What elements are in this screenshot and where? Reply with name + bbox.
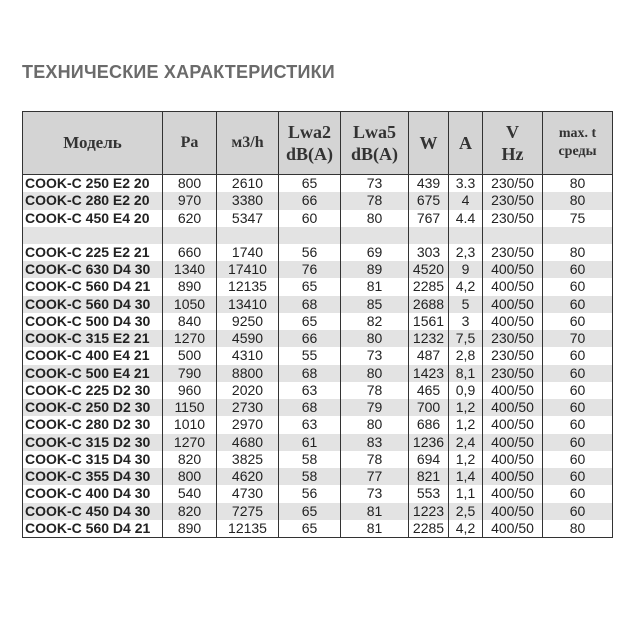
cell-a: 3 — [449, 313, 483, 330]
cell-w: 465 — [409, 382, 449, 399]
cell-flow: 2020 — [217, 382, 279, 399]
cell-w: 686 — [409, 416, 449, 433]
cell-pa: 1050 — [163, 296, 217, 313]
table-row — [23, 520, 613, 538]
cell-lwa5: 73 — [341, 175, 409, 193]
cell-a: 4.4 — [449, 210, 483, 227]
spacer-cell — [217, 227, 279, 244]
cell-model: COOK-C 630 D4 30 — [23, 261, 163, 278]
cell-flow: 5347 — [217, 210, 279, 227]
table-row — [23, 416, 613, 433]
cell-voltage: 230/50 — [483, 244, 543, 261]
cell-a: 8,1 — [449, 365, 483, 382]
spacer-cell — [163, 227, 217, 244]
cell-a: 2,5 — [449, 503, 483, 520]
cell-a: 1,2 — [449, 399, 483, 416]
cell-max-temp: 60 — [543, 399, 613, 416]
cell-model: COOK-C 400 E4 21 — [23, 347, 163, 364]
cell-pa: 890 — [163, 520, 217, 538]
cell-lwa2: 56 — [279, 485, 341, 502]
table-row — [23, 382, 613, 399]
cell-w: 675 — [409, 192, 449, 209]
cell-model: COOK-C 500 D4 30 — [23, 313, 163, 330]
cell-a: 4,2 — [449, 278, 483, 295]
cell-max-temp: 60 — [543, 296, 613, 313]
cell-max-temp: 60 — [543, 313, 613, 330]
cell-max-temp: 60 — [543, 365, 613, 382]
cell-max-temp: 60 — [543, 416, 613, 433]
header-a: A — [449, 112, 483, 175]
header-lwa2-name: Lwa2 — [287, 122, 331, 142]
spacer-cell — [409, 227, 449, 244]
cell-w: 439 — [409, 175, 449, 193]
table-spacer-row — [23, 227, 613, 244]
spacer-cell — [279, 227, 341, 244]
cell-lwa2: 63 — [279, 382, 341, 399]
cell-model: COOK-C 500 E4 21 — [23, 365, 163, 382]
cell-model: COOK-C 250 E2 20 — [23, 175, 163, 193]
cell-max-temp: 60 — [543, 261, 613, 278]
table-row — [23, 485, 613, 502]
cell-voltage: 400/50 — [483, 261, 543, 278]
cell-lwa5: 78 — [341, 451, 409, 468]
cell-lwa2: 68 — [279, 296, 341, 313]
table-body — [23, 175, 613, 538]
cell-a: 3.3 — [449, 175, 483, 193]
cell-lwa2: 65 — [279, 175, 341, 193]
table-header — [23, 112, 613, 175]
cell-voltage: 230/50 — [483, 192, 543, 209]
cell-voltage: 230/50 — [483, 347, 543, 364]
cell-voltage: 400/50 — [483, 520, 543, 538]
cell-max-temp: 70 — [543, 330, 613, 347]
cell-w: 1423 — [409, 365, 449, 382]
cell-model: COOK-C 560 D4 30 — [23, 296, 163, 313]
cell-pa: 1270 — [163, 330, 217, 347]
cell-a: 9 — [449, 261, 483, 278]
cell-model: COOK-C 355 D4 30 — [23, 468, 163, 485]
table-row — [23, 399, 613, 416]
cell-lwa2: 55 — [279, 347, 341, 364]
cell-lwa5: 78 — [341, 382, 409, 399]
cell-lwa2: 65 — [279, 278, 341, 295]
cell-w: 1223 — [409, 503, 449, 520]
cell-pa: 660 — [163, 244, 217, 261]
cell-flow: 1740 — [217, 244, 279, 261]
cell-w: 1232 — [409, 330, 449, 347]
cell-max-temp: 60 — [543, 468, 613, 485]
header-max-temp-unit: среды — [558, 144, 597, 159]
cell-lwa2: 68 — [279, 365, 341, 382]
cell-w: 694 — [409, 451, 449, 468]
cell-a: 1,2 — [449, 416, 483, 433]
cell-lwa2: 65 — [279, 520, 341, 538]
header-lwa2 — [279, 112, 341, 175]
cell-lwa5: 80 — [341, 210, 409, 227]
cell-lwa2: 63 — [279, 416, 341, 433]
cell-w: 553 — [409, 485, 449, 502]
cell-lwa5: 79 — [341, 399, 409, 416]
cell-pa: 1150 — [163, 399, 217, 416]
cell-pa: 540 — [163, 485, 217, 502]
table-row — [23, 347, 613, 364]
spacer-cell — [341, 227, 409, 244]
cell-flow: 3825 — [217, 451, 279, 468]
cell-voltage: 400/50 — [483, 382, 543, 399]
cell-flow: 2730 — [217, 399, 279, 416]
cell-a: 4,2 — [449, 520, 483, 538]
cell-lwa5: 85 — [341, 296, 409, 313]
cell-w: 2285 — [409, 278, 449, 295]
cell-model: COOK-C 225 E2 21 — [23, 244, 163, 261]
cell-w: 1236 — [409, 434, 449, 451]
table-row — [23, 244, 613, 261]
cell-a: 0,9 — [449, 382, 483, 399]
cell-max-temp: 80 — [543, 520, 613, 538]
cell-voltage: 400/50 — [483, 313, 543, 330]
cell-w: 487 — [409, 347, 449, 364]
page-title: ТЕХНИЧЕСКИЕ ХАРАКТЕРИСТИКИ — [22, 62, 335, 82]
cell-flow: 12135 — [217, 278, 279, 295]
header-max-temp — [543, 112, 613, 175]
cell-model: COOK-C 225 D2 30 — [23, 382, 163, 399]
table-row — [23, 503, 613, 520]
cell-lwa5: 78 — [341, 192, 409, 209]
cell-pa: 840 — [163, 313, 217, 330]
cell-pa: 820 — [163, 451, 217, 468]
cell-flow: 2970 — [217, 416, 279, 433]
cell-w: 2285 — [409, 520, 449, 538]
cell-flow: 2610 — [217, 175, 279, 193]
header-voltage-name: V — [506, 122, 519, 142]
cell-model: COOK-C 280 E2 20 — [23, 192, 163, 209]
cell-lwa2: 66 — [279, 330, 341, 347]
cell-w: 700 — [409, 399, 449, 416]
cell-lwa2: 65 — [279, 503, 341, 520]
cell-a: 2,4 — [449, 434, 483, 451]
header-lwa5-unit: dB(A) — [350, 144, 398, 164]
cell-max-temp: 60 — [543, 278, 613, 295]
cell-model: COOK-C 560 D4 21 — [23, 278, 163, 295]
table-row — [23, 330, 613, 347]
cell-voltage: 400/50 — [483, 434, 543, 451]
cell-lwa5: 82 — [341, 313, 409, 330]
cell-voltage: 400/50 — [483, 451, 543, 468]
cell-max-temp: 75 — [543, 210, 613, 227]
cell-max-temp: 80 — [543, 244, 613, 261]
cell-max-temp: 60 — [543, 382, 613, 399]
cell-a: 2,8 — [449, 347, 483, 364]
cell-pa: 620 — [163, 210, 217, 227]
cell-voltage: 400/50 — [483, 399, 543, 416]
cell-flow: 9250 — [217, 313, 279, 330]
table-row — [23, 210, 613, 227]
table-row — [23, 451, 613, 468]
cell-a: 4 — [449, 192, 483, 209]
table-row — [23, 313, 613, 330]
cell-flow: 4310 — [217, 347, 279, 364]
cell-lwa2: 66 — [279, 192, 341, 209]
cell-model: COOK-C 315 D2 30 — [23, 434, 163, 451]
cell-lwa5: 73 — [341, 485, 409, 502]
cell-a: 5 — [449, 296, 483, 313]
header-lwa2-unit: dB(A) — [285, 144, 333, 164]
cell-lwa5: 81 — [341, 503, 409, 520]
cell-model: COOK-C 450 D4 30 — [23, 503, 163, 520]
cell-lwa2: 76 — [279, 261, 341, 278]
cell-lwa5: 81 — [341, 278, 409, 295]
cell-pa: 790 — [163, 365, 217, 382]
cell-lwa5: 80 — [341, 365, 409, 382]
cell-lwa5: 77 — [341, 468, 409, 485]
cell-voltage: 400/50 — [483, 278, 543, 295]
cell-max-temp: 60 — [543, 347, 613, 364]
cell-pa: 1270 — [163, 434, 217, 451]
cell-flow: 4620 — [217, 468, 279, 485]
cell-max-temp: 60 — [543, 485, 613, 502]
cell-lwa5: 81 — [341, 520, 409, 538]
cell-voltage: 230/50 — [483, 365, 543, 382]
cell-w: 303 — [409, 244, 449, 261]
cell-max-temp: 60 — [543, 503, 613, 520]
header-max-temp-name: max. t — [558, 126, 597, 141]
cell-lwa5: 80 — [341, 330, 409, 347]
cell-model: COOK-C 280 D2 30 — [23, 416, 163, 433]
cell-flow: 7275 — [217, 503, 279, 520]
cell-pa: 1340 — [163, 261, 217, 278]
cell-lwa5: 89 — [341, 261, 409, 278]
cell-a: 1,2 — [449, 451, 483, 468]
cell-flow: 4730 — [217, 485, 279, 502]
cell-pa: 890 — [163, 278, 217, 295]
header-lwa5 — [341, 112, 409, 175]
cell-pa: 820 — [163, 503, 217, 520]
cell-max-temp: 60 — [543, 451, 613, 468]
cell-voltage: 230/50 — [483, 330, 543, 347]
cell-model: COOK-C 450 E4 20 — [23, 210, 163, 227]
cell-voltage: 230/50 — [483, 210, 543, 227]
cell-max-temp: 60 — [543, 434, 613, 451]
cell-lwa2: 56 — [279, 244, 341, 261]
header-voltage — [483, 112, 543, 175]
table-row — [23, 365, 613, 382]
table-row — [23, 261, 613, 278]
cell-w: 2688 — [409, 296, 449, 313]
cell-w: 1561 — [409, 313, 449, 330]
table-row — [23, 296, 613, 313]
cell-flow: 3380 — [217, 192, 279, 209]
header-flow: м3/h — [217, 112, 279, 175]
cell-pa: 500 — [163, 347, 217, 364]
header-pa: Pa — [163, 112, 217, 175]
cell-flow: 4590 — [217, 330, 279, 347]
cell-voltage: 230/50 — [483, 175, 543, 193]
table-row — [23, 434, 613, 451]
cell-lwa5: 80 — [341, 416, 409, 433]
cell-max-temp: 80 — [543, 175, 613, 193]
spacer-cell — [23, 227, 163, 244]
table-row — [23, 468, 613, 485]
cell-w: 4520 — [409, 261, 449, 278]
cell-max-temp: 80 — [543, 192, 613, 209]
header-w: W — [409, 112, 449, 175]
cell-flow: 4680 — [217, 434, 279, 451]
cell-lwa5: 73 — [341, 347, 409, 364]
cell-lwa5: 83 — [341, 434, 409, 451]
cell-a: 1,4 — [449, 468, 483, 485]
cell-lwa2: 65 — [279, 313, 341, 330]
cell-a: 1,1 — [449, 485, 483, 502]
cell-lwa5: 69 — [341, 244, 409, 261]
cell-w: 821 — [409, 468, 449, 485]
cell-model: COOK-C 400 D4 30 — [23, 485, 163, 502]
cell-lwa2: 58 — [279, 451, 341, 468]
cell-voltage: 400/50 — [483, 485, 543, 502]
cell-pa: 970 — [163, 192, 217, 209]
cell-voltage: 400/50 — [483, 296, 543, 313]
cell-model: COOK-C 315 D4 30 — [23, 451, 163, 468]
spec-table — [22, 111, 613, 538]
header-voltage-unit: Hz — [501, 144, 524, 164]
cell-voltage: 400/50 — [483, 468, 543, 485]
cell-lwa2: 68 — [279, 399, 341, 416]
cell-voltage: 400/50 — [483, 503, 543, 520]
cell-model: COOK-C 560 D4 21 — [23, 520, 163, 538]
cell-flow: 13410 — [217, 296, 279, 313]
cell-a: 7,5 — [449, 330, 483, 347]
cell-lwa2: 58 — [279, 468, 341, 485]
cell-model: COOK-C 315 E2 21 — [23, 330, 163, 347]
spacer-cell — [483, 227, 543, 244]
cell-flow: 17410 — [217, 261, 279, 278]
cell-pa: 960 — [163, 382, 217, 399]
cell-flow: 12135 — [217, 520, 279, 538]
spacer-cell — [449, 227, 483, 244]
header-lwa5-name: Lwa5 — [352, 122, 396, 142]
cell-lwa2: 61 — [279, 434, 341, 451]
cell-model: COOK-C 250 D2 30 — [23, 399, 163, 416]
table-row — [23, 175, 613, 193]
cell-voltage: 400/50 — [483, 416, 543, 433]
cell-pa: 1010 — [163, 416, 217, 433]
table-row — [23, 192, 613, 209]
cell-pa: 800 — [163, 175, 217, 193]
cell-w: 767 — [409, 210, 449, 227]
cell-lwa2: 60 — [279, 210, 341, 227]
header-model: Модель — [23, 112, 163, 175]
cell-flow: 8800 — [217, 365, 279, 382]
spacer-cell — [543, 227, 613, 244]
cell-a: 2,3 — [449, 244, 483, 261]
cell-pa: 800 — [163, 468, 217, 485]
table-row — [23, 278, 613, 295]
